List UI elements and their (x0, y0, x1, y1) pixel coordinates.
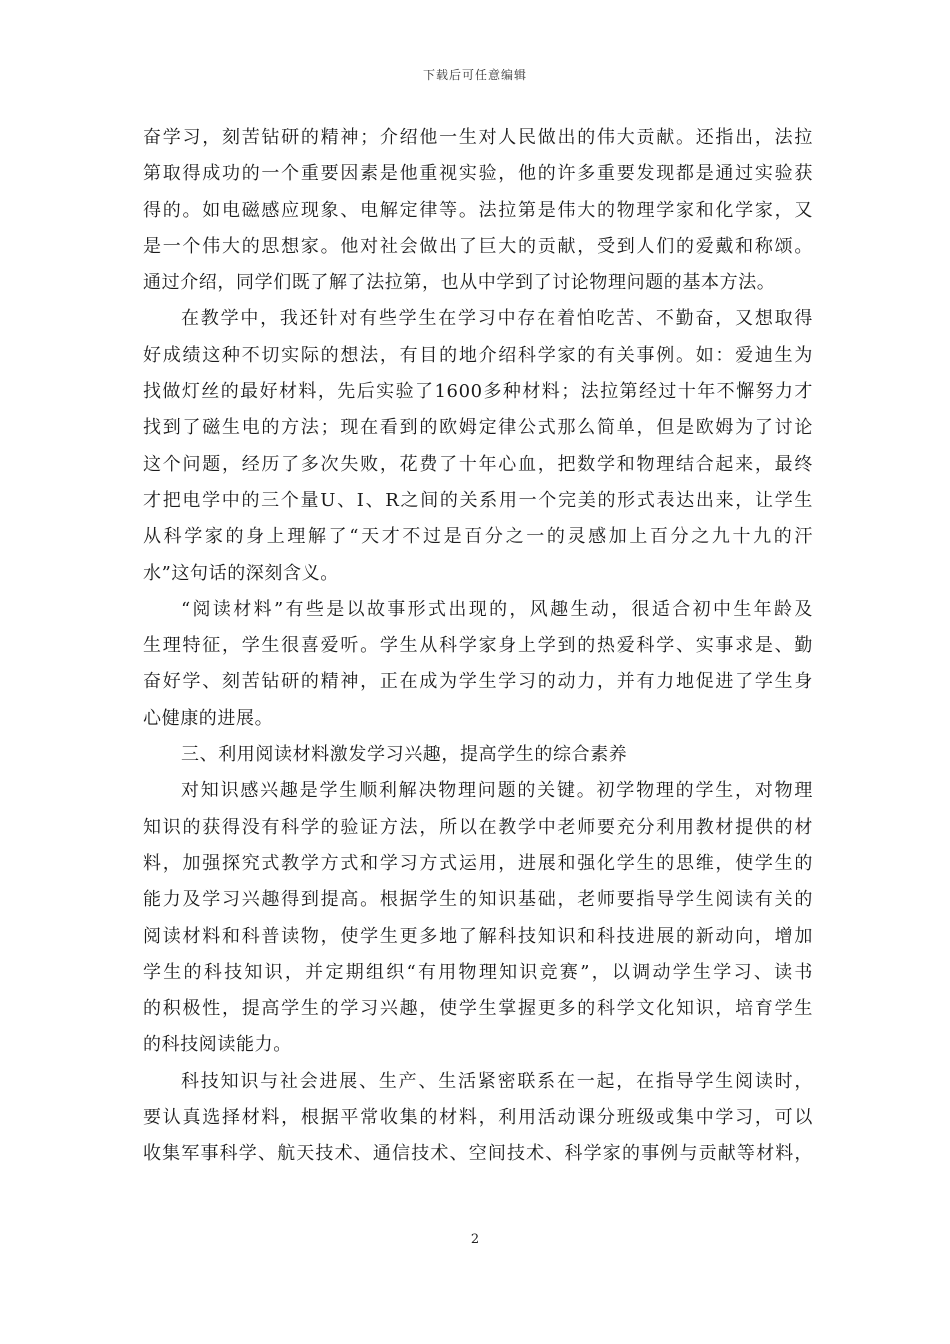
text-line: 科技知识与社会进展、生产、生活紧密联系在一起，在指导学生阅读时， (181, 1070, 813, 1092)
text-line: 找到了磁生电的方法；现在看到的欧姆定律公式那么简单，但是欧姆为了讨论 (143, 417, 813, 439)
text-line: 阅读材料和科普读物，使学生更多地了解科技知识和科技进展的新动向，增加 (143, 925, 813, 947)
text-line: 水”这句话的深刻含义。 (143, 562, 339, 584)
text-line: 料，加强探究式教学方式和学习方式运用，进展和强化学生的思维，使学生的 (143, 852, 813, 874)
text-line: 奋好学、刻苦钻研的精神，正在成为学生学习的动力，并有力地促进了学生身 (143, 671, 813, 693)
text-line: 生理特征，学生很喜爱听。学生从科学家身上学到的热爱科学、实事求是、勤 (143, 635, 813, 657)
document-body (143, 120, 813, 1173)
text-line: “阅读材料”有些是以故事形式出现的，风趣生动，很适合初中生年龄及 (181, 598, 813, 620)
text-line: 三、利用阅读材料激发学习兴趣，提高学生的综合素养 (181, 744, 628, 766)
text-line: 奋学习，刻苦钻研的精神；介绍他一生对人民做出的伟大贡献。还指出，法拉 (143, 127, 813, 148)
text-line: 找做灯丝的最好材料，先后实验了1600多种材料；法拉第经过十年不懈努力才 (143, 381, 813, 403)
text-line: 收集军事科学、航天技术、通信技术、空间技术、科学家的事例与贡献等材料， (143, 1143, 813, 1165)
text-line: 的积极性，提高学生的学习兴趣，使学生掌握更多的科学文化知识，培育学生 (143, 998, 813, 1020)
text-line: 学生的科技知识，并定期组织“有用物理知识竞赛”，以调动学生学习、读书 (143, 961, 813, 983)
text-line: 是一个伟大的思想家。他对社会做出了巨大的贡献，受到人们的爱戴和称颂。 (143, 235, 813, 257)
text-line: 心健康的进展。 (143, 707, 274, 729)
text-line: 好成绩这种不切实际的想法，有目的地介绍科学家的有关事例。如：爱迪生为 (143, 344, 813, 366)
text-line: 第取得成功的一个重要因素是他重视实验，他的许多重要发现都是通过实验获 (143, 163, 813, 185)
text-line: 知识的获得没有科学的验证方法，所以在教学中老师要充分利用教材提供的材 (143, 816, 813, 838)
text-line: 才把电学中的三个量U、I、R之间的关系用一个完美的形式表达出来，让学生 (143, 489, 813, 511)
text-line: 通过介绍，同学们既了解了法拉第，也从中学到了讨论物理问题的基本方法。 (143, 272, 776, 294)
page-number: 2 (470, 1232, 480, 1247)
text-line: 这个问题，经历了多次失败，花费了十年心血，把数学和物理结合起来，最终 (143, 453, 813, 475)
text-line: 能力及学习兴趣得到提高。根据学生的知识基础，老师要指导学生阅读有关的 (143, 889, 813, 911)
text-line: 要认真选择材料，根据平常收集的材料，利用活动课分班级或集中学习，可以 (143, 1107, 813, 1129)
text-line: 在教学中，我还针对有些学生在学习中存在着怕吃苦、不勤奋，又想取得 (181, 308, 813, 330)
page-header: 下载后可任意编辑 (422, 68, 527, 82)
text-line: 对知识感兴趣是学生顺利解决物理问题的关键。初学物理的学生，对物理 (181, 780, 813, 802)
text-line: 得的。如电磁感应现象、电解定律等。法拉第是伟大的物理学家和化学家，又 (143, 199, 813, 221)
text-line: 从科学家的身上理解了“天才不过是百分之一的灵感加上百分之九十九的汗 (143, 526, 813, 548)
text-line: 的科技阅读能力。 (143, 1034, 292, 1056)
